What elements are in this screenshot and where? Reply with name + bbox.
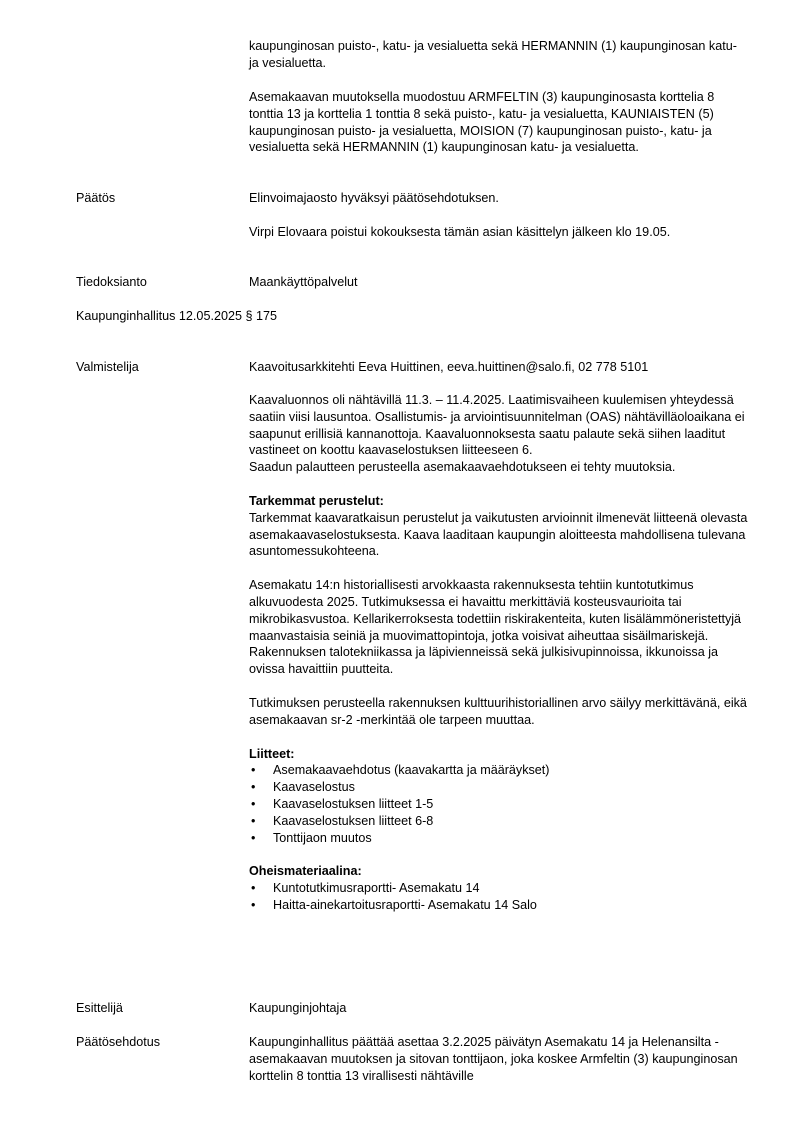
- oheismateriaali-item: • Haitta-ainekartoitusraportti- Asemakatu 14 Salo: [249, 897, 749, 914]
- paatos-label: Päätös: [76, 191, 116, 205]
- section-heading: Kaupunginhallitus 12.05.2025 § 175: [76, 309, 277, 323]
- kulttuuriarvo-paragraph: Tutkimuksen perusteella rakennuksen kulttuurihistoriallinen arvo säilyy merkittävänä, eikä asemakaavan sr-2 -merkintää ole tarpeen muuttaa.: [249, 695, 747, 727]
- valmistelija-body: [249, 392, 749, 914]
- liite-item: • Kaavaselostuksen liitteet 6-8: [249, 813, 749, 830]
- paatos-note: Virpi Elovaara poistui kokouksesta tämän asian käsittelyn jälkeen klo 19.05.: [249, 225, 671, 239]
- valmistelija-label: Valmistelija: [76, 360, 139, 374]
- valmistelija-value: Kaavoitusarkkitehti Eeva Huittinen, eeva.huittinen@salo.fi, 02 778 5101: [249, 360, 649, 374]
- perustelut-text: Tarkemmat kaavaratkaisun perustelut ja vaikutusten arvioinnit ilmenevät liitteenä olevasta asemakaavaselostuksesta. Kaava laaditaan kaupungin aloitteesta mahdollisena tulevana asuntomessukohteena.: [249, 510, 748, 559]
- liite-item: • Tonttijaon muutos: [249, 830, 749, 847]
- tiedoksianto-label: Tiedoksianto: [76, 275, 147, 289]
- oheismateriaali-list: [249, 880, 749, 914]
- intro-paragraph-2: Asemakaavan muutoksella muodostuu ARMFELTIN (3) kaupunginosasta korttelia 8 tonttia 13 ja korttelia 1 tonttia 8 sekä puisto-, katu- ja vesialuetta, KAUNIAISTEN (5) kaupunginosan puisto- ja vesialuetta, MOISION (7) kaupunginosan puisto-, katu- ja vesialuetta sekä HERMANNIN (1) kaupunginosan katu- ja vesialuetta.: [249, 90, 715, 155]
- esittelija-value: Kaupunginjohtaja: [249, 1001, 347, 1015]
- tiedoksianto-value: Maankäyttöpalvelut: [249, 275, 358, 289]
- paatosehdotus-label: Päätösehdotus: [76, 1035, 161, 1049]
- oheismateriaali-title: Oheismateriaalina:: [249, 864, 362, 879]
- perustelut-title: Tarkemmat perustelut:: [249, 493, 384, 508]
- esittelija-label: Esittelijä: [76, 1001, 123, 1015]
- palaute-paragraph: Saadun palautteen perusteella asemakaavaehdotukseen ei tehty muutoksia.: [249, 460, 676, 475]
- liite-item: • Kaavaselostuksen liitteet 1-5: [249, 796, 749, 813]
- intro-paragraph-1: kaupunginosan puisto-, katu- ja vesialuetta sekä HERMANNIN (1) kaupunginosan katu- ja vesialuetta.: [249, 39, 737, 70]
- paatosehdotus-text: Kaupunginhallitus päättää asettaa 3.2.2025 päivätyn Asemakatu 14 ja Helenansilta -asemakaavan muutoksen ja sitovan tonttijaon, joka koskee Armfeltin (3) kaupunginosan korttelin 8 tonttia 13 virallisesti nähtäville: [249, 1035, 738, 1083]
- liitteet-title: Liitteet:: [249, 746, 295, 761]
- liite-item: • Asemakaavaehdotus (kaavakartta ja määräykset): [249, 762, 749, 779]
- oheismateriaali-item: • Kuntotutkimusraportti- Asemakatu 14: [249, 880, 749, 897]
- kuntotutkimus-paragraph: Asemakatu 14:n historiallisesti arvokkaasta rakennuksesta tehtiin kuntotutkimus alkuvuodesta 2025. Tutkimuksessa ei havaittu merkittäviä kosteusvaurioita tai mikrobikasvustoa. Kellarikerroksesta todettiin riskirakenteita, kuten lisälämmöneristettyjä maanvastaisia seiniä ja muovimattopintoja, jotka voisivat aiheuttaa sisäilmariskejä. Rakennuksen talotekniikassa ja läpivienneissä sekä julkisivupinnoissa, ikkunoissa ja ovissa havaittiin puutteita.: [249, 578, 742, 677]
- nahtavilla-paragraph: Kaavaluonnos oli nähtävillä 11.3. – 11.4.2025. Laatimisvaiheen kuulemisen yhteydessä saatiin viisi lausuntoa. Osallistumis- ja arviointisuunnitelman (OAS) nähtävilläoloaikana ei saapunut erillisiä kannanottoja. Kaavaluonnoksesta saatu palaute sekä siihen laaditut vastineet on koottu kaavaselostuksen liitteeseen 6.: [249, 393, 745, 458]
- liite-item: • Kaavaselostus: [249, 779, 749, 796]
- paatos-text: Elinvoimajaosto hyväksyi päätösehdotuksen.: [249, 191, 499, 205]
- liitteet-list: [249, 762, 749, 846]
